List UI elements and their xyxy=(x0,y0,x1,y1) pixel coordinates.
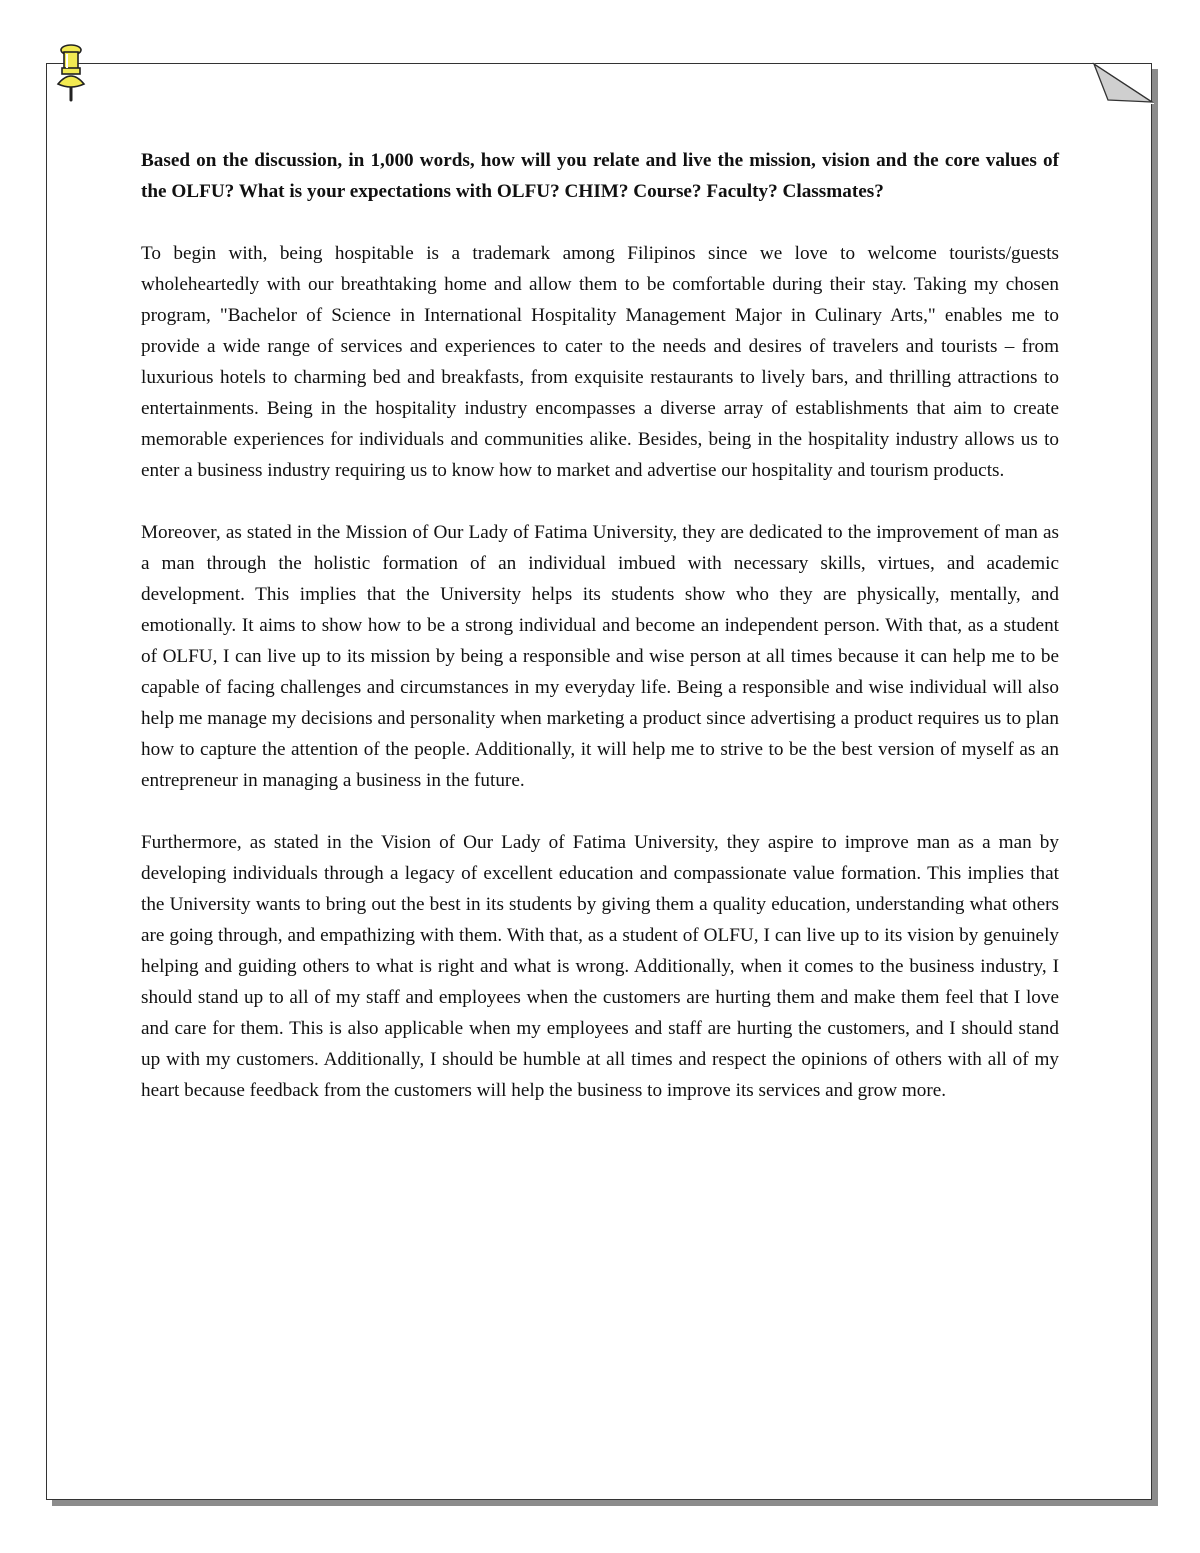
question-prompt: Based on the discussion, in 1,000 words, how will you relate and live the mission, vision and the core values of the OLFU? What is your expectations with OLFU? CHIM? Course? Faculty? Classmates? xyxy=(141,150,1059,202)
pushpin-icon xyxy=(52,44,90,104)
page-fold-corner xyxy=(1090,62,1156,106)
document-body xyxy=(141,145,1059,1137)
paragraph-introduction: To begin with, being hospitable is a trademark among Filipinos since we love to welcome tourists/guests wholeheartedly with our breathtaking home and allow them to be comfortable during their stay. Taking my chosen program, "Bachelor of Science in International Hospitality Management Major in Culinary Arts," enables me to provide a wide range of services and experiences to cater to the needs and desires of travelers and tourists – from luxurious hotels to charming bed and breakfasts, from exquisite restaurants to lively bars, and thrilling attractions to entertainments. Being in the hospitality industry encompasses a diverse array of establishments that aim to create memorable experiences for individuals and communities alike. Besides, being in the hospitality industry allows us to enter a business industry requiring us to know how to market and advertise our hospitality and tourism products. xyxy=(141,243,1059,481)
paragraph-mission: Moreover, as stated in the Mission of Our Lady of Fatima University, they are dedicated to the improvement of man as a man through the holistic formation of an individual imbued with necessary skills, virtues, and academic development. This implies that the University helps its students show who they are physically, mentally, and emotionally. It aims to show how to be a strong individual and become an independent person. With that, as a student of OLFU, I can live up to its mission by being a responsible and wise person at all times because it can help me to be capable of facing challenges and circumstances in my everyday life. Being a responsible and wise individual will also help me manage my decisions and personality when marketing a product since advertising a product requires us to plan how to capture the attention of the people. Additionally, it will help me to strive to be the best version of myself as an entrepreneur in managing a business in the future. xyxy=(141,522,1059,791)
paragraph-vision: Furthermore, as stated in the Vision of Our Lady of Fatima University, they aspire to improve man as a man by developing individuals through a legacy of excellent education and compassionate value formation. This implies that the University wants to bring out the best in its students by giving them a quality education, understanding what others are going through, and empathizing with them. With that, as a student of OLFU, I can live up to its vision by genuinely helping and guiding others to what is right and what is wrong. Additionally, when it comes to the business industry, I should stand up to all of my staff and employees when the customers are hurting them and make them feel that I love and care for them. This is also applicable when my employees and staff are hurting the customers, and I should stand up with my customers. Additionally, I should be humble at all times and respect the opinions of others with all of my heart because feedback from the customers will help the business to improve its services and grow more. xyxy=(141,832,1059,1101)
